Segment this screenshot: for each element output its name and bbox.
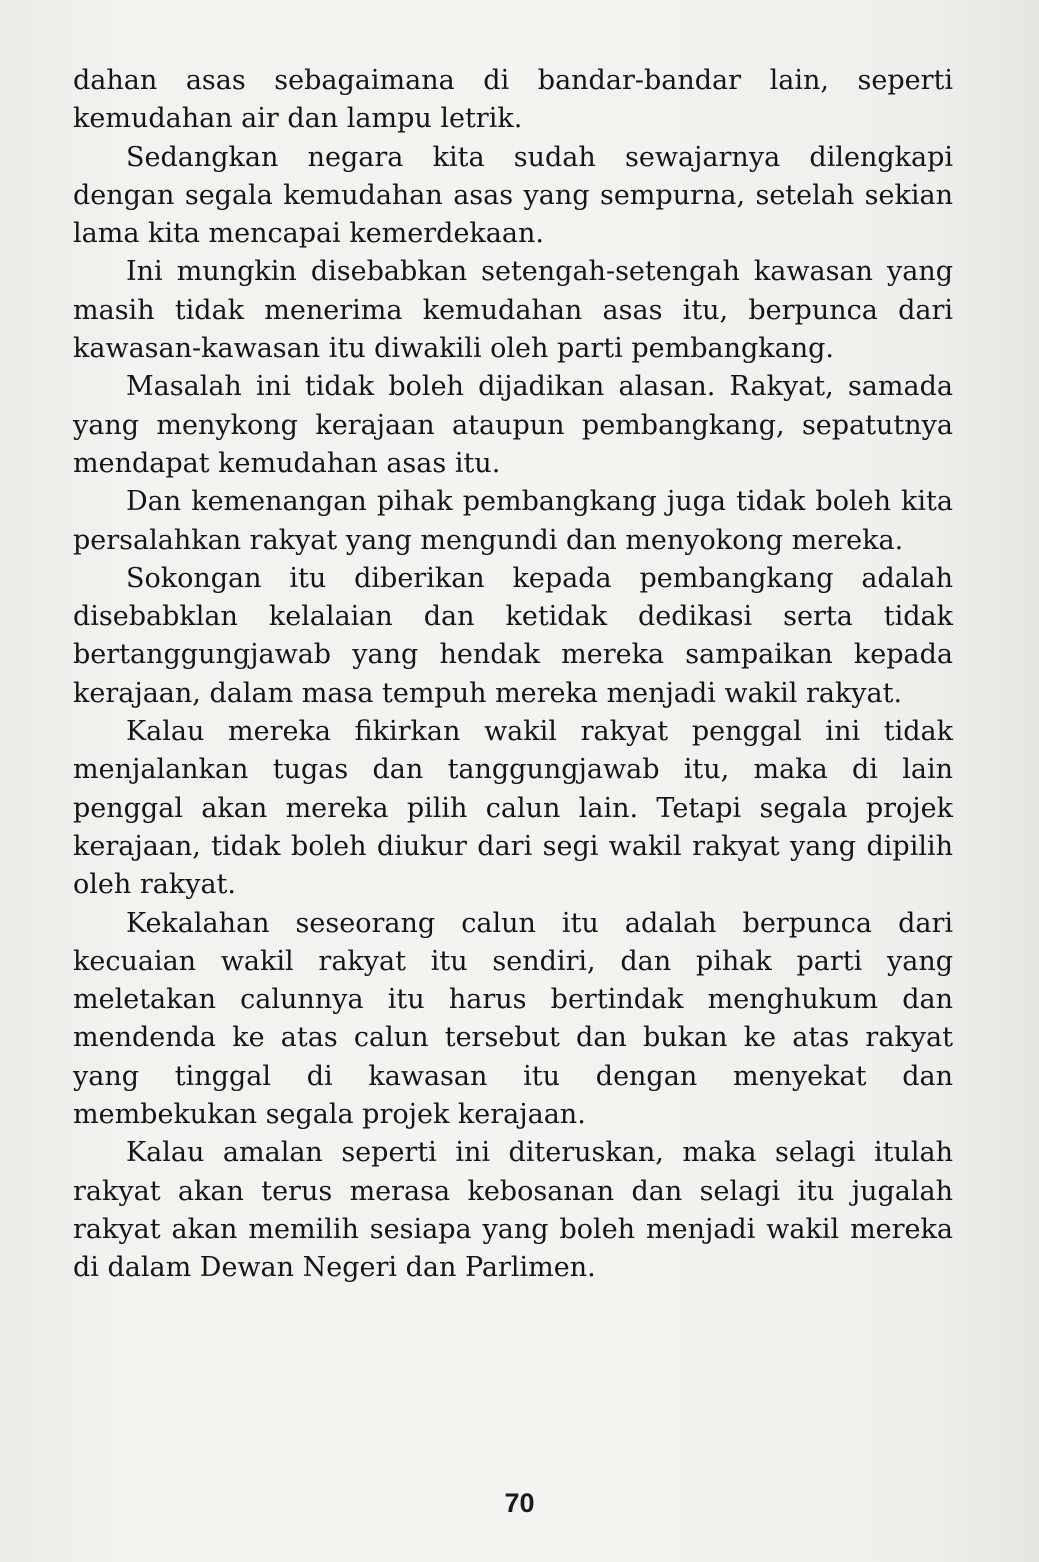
paragraph-8: Kekalahan seseorang calun itu adalah berpunca dari kecuaian wakil rakyat itu sendiri, dan pihak parti yang meletakan calunnya itu harus bertindak menghukum dan mendenda ke atas calun tersebut dan bukan ke atas rakyat yang tinggal di kawasan itu dengan menyekat dan membekukan segala projek kerajaan. <box>73 907 953 1131</box>
paragraph-4: Masalah ini tidak boleh dijadikan alasan. Rakyat, samada yang menykong kerajaan ataupun pembangkang, sepatutnya mendapat kemudahan asas itu. <box>73 371 953 479</box>
page-number: 70 <box>504 1488 535 1518</box>
paragraph-2: Sedangkan negara kita sudah sewajarnya dilengkapi dengan segala kemudahan asas yang sempurna, setelah sekian lama kita mencapai kemerdekaan. <box>73 141 953 250</box>
paragraph-1: dahan asas sebagaimana di bandar-bandar lain, seperti kemudahan air dan lampu letrik. <box>73 65 953 135</box>
paragraph-5: Dan kemenangan pihak pembangkang juga tidak boleh kita persalahkan rakyat yang mengundi dan menyokong mereka. <box>73 486 953 556</box>
paragraph-6: Sokongan itu diberikan kepada pembangkang adalah disebabklan kelalaian dan ketidak dedikasi serta tidak bertanggungjawab yang hendak mereka sampaikan kepada kerajaan, dalam masa tempuh mereka menjadi wakil rakyat. <box>73 562 953 709</box>
page-body-text <box>73 62 953 1288</box>
paragraph-3: Ini mungkin disebabkan setengah-setengah kawasan yang masih tidak menerima kemudahan asas itu, berpunca dari kawasan-kawasan itu diwakili oleh parti pembangkang. <box>73 256 953 365</box>
paragraph-9: Kalau amalan seperti ini diteruskan, maka selagi itulah rakyat akan terus merasa kebosanan dan selagi itu jugalah rakyat akan memilih sesiapa yang boleh menjadi wakil mereka di dalam Dewan Negeri dan Parlimen. <box>73 1137 953 1284</box>
paragraph-7: Kalau mereka fikirkan wakil rakyat penggal ini tidak menjalankan tugas dan tanggungjawab itu, maka di lain penggal akan mereka pilih calun lain. Tetapi segala projek kerajaan, tidak boleh diukur dari segi wakil rakyat yang dipilih oleh rakyat. <box>73 716 953 901</box>
